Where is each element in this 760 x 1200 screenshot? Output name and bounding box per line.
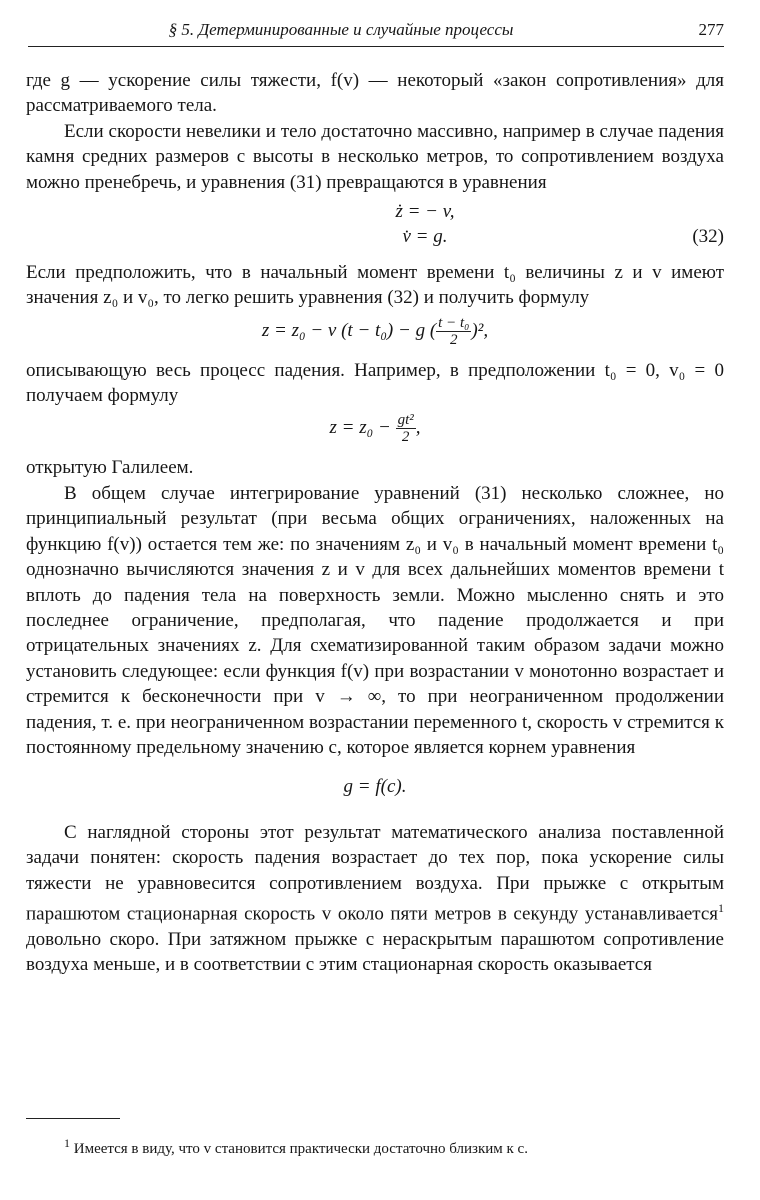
fraction-denominator: 2	[401, 429, 410, 446]
equation-32-number: (32)	[692, 226, 724, 248]
paragraph-4: описывающую весь процесс падения. Например, в предположении t₀ = 0, v₀ = 0 получаем формулу	[26, 359, 724, 407]
equation-galileo-head: z = z₀ −	[329, 417, 396, 439]
main-text	[26, 68, 724, 978]
fraction-numerator: t − t₀	[438, 314, 470, 331]
footnote-mark: 1	[64, 1136, 70, 1150]
equation-general-head: z = z₀ − v (t − t₀) − g	[261, 319, 430, 341]
fraction-numerator: gt²	[397, 412, 414, 429]
paragraph-5: открытую Галилеем.	[26, 457, 194, 479]
equation-limit: g = f(c).	[343, 776, 407, 798]
equation-general-tail: ²,	[477, 319, 489, 341]
equation-galileo-tail: ,	[415, 417, 421, 439]
running-title: § 5. Детерминированные и случайные процессы	[168, 20, 514, 39]
footnote	[64, 1136, 724, 1158]
equation-galileo-fraction	[396, 412, 416, 445]
equation-32-line-2: v̇ = g.	[402, 226, 448, 248]
paragraph-1: где g — ускорение силы тяжести, f(v) — некоторый «закон сопротивления» для рассматриваемого тела.	[26, 70, 724, 117]
fraction-denominator: 2	[449, 331, 458, 348]
paragraph-6: В общем случае интегрирование уравнений (31) несколько сложнее, но принципиальный результат (при весьма общих ограничениях, наложенных на функцию f(v)) остается тем же: по значениям z₀ и v₀ в начальный момент времени t₀ однозначно вычисляются значения z и v для всех дальнейших моментов времени t вплоть до падения тела на поверхность земли. Можно мысленно снять и это последнее ограничение, предполагая, что падение продолжается и при отрицательных значениях z. Для схематизированной таким образом задачи можно установить следующее: если функция f(v) при возрастании v монотонно возрастает и стремится к бесконечности при v → ∞, то при неограниченном продолжении падения, т. е. при неограниченном возрастании переменного t, скорость v стремится к постоянному предельному значению c, которое является корнем уравнения	[26, 482, 724, 758]
footnote-divider	[26, 1118, 120, 1119]
equation-general-fraction	[436, 315, 471, 348]
paragraph-3: Если предположить, что в начальный момент времени t₀ величины z и v имеют значения z₀ и v₀, то легко решить уравнения (32) и получить формулу	[26, 261, 724, 309]
page-number: 277	[698, 20, 724, 39]
paragraph-2: Если скорости невелики и тело достаточно массивно, например в случае падения камня средних размеров с высоты в несколько метров, то сопротивлением воздуха можно пренебречь, и уравнения (31) превращаются в уравнения	[26, 120, 724, 193]
paragraph-7-end: довольно скоро. При затяжном прыжке с нераскрытым парашютом сопротивление воздуха меньше, и в соответствии с этим стационарная скорость оказывается	[26, 928, 724, 976]
footnote-text: Имеется в виду, что v становится практически достаточно близким к c.	[70, 1141, 528, 1157]
equation-32	[26, 199, 724, 250]
page-header	[28, 18, 724, 47]
paragraph-7-text: С наглядной стороны этот результат математического анализа поставленной задачи понятен: скорость падения возрастает до тех пор, пока ускорение силы тяжести не уравновесится сопротивлением воздуха. При прыжке с открытым парашютом стационарная скорость v около пяти метров в секунду устанавливается	[26, 821, 724, 925]
equation-general: z = z₀ − v (t − t₀) − g ( $\frac{\text{t − t₀}}{2}$ )²,	[261, 314, 489, 348]
footnote-reference: 1	[718, 900, 724, 915]
equation-galileo	[26, 412, 724, 445]
paragraph-7	[26, 820, 724, 978]
equation-32-line-1: ż = − v,	[395, 201, 455, 223]
